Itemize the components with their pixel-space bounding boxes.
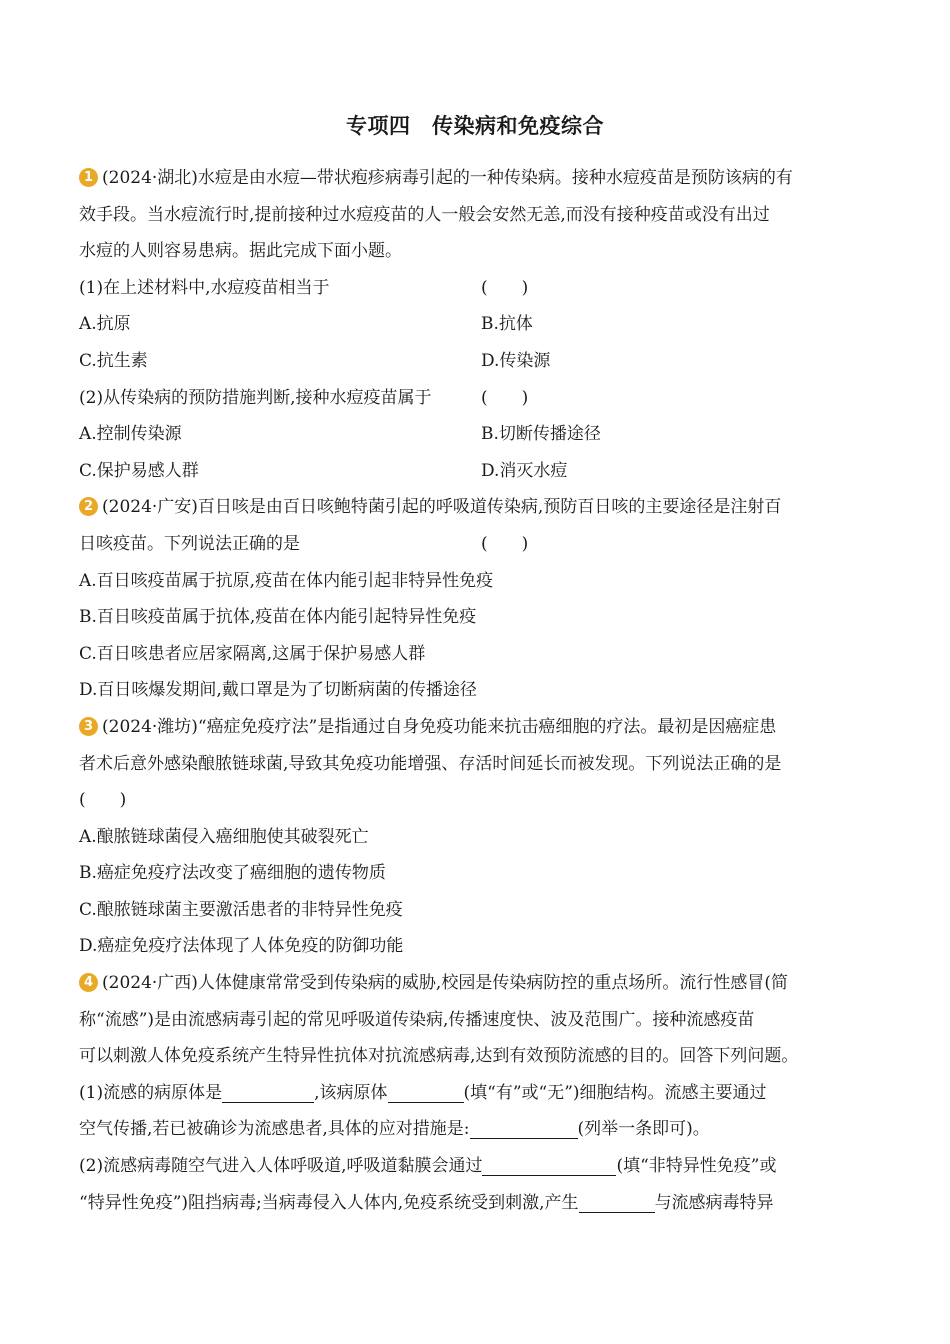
- q4-s1-text-c: (填“有”或“无”)细胞结构。流感主要通过: [463, 1082, 767, 1103]
- q1-stem-line-1: [79, 160, 879, 197]
- q4-stem-line-1: [79, 965, 879, 1002]
- q1-options-row-3: [79, 416, 879, 453]
- q4-s2-text-b: (填“非特异性免疫”或: [616, 1156, 777, 1177]
- q1-stem-line-2: 效手段。当水痘流行时,提前接种过水痘疫苗的人一般会安然无恙,而没有接种疫苗或没有出过: [79, 204, 770, 225]
- q4-stem-line-3: 可以刺激人体免疫系统产生特异性抗体对抗流感病毒,达到有效预防流感的目的。回答下列问题。: [79, 1046, 799, 1067]
- q1-options-row-1: [79, 306, 879, 343]
- answer-bracket: ( ): [481, 533, 529, 554]
- answer-blank[interactable]: [388, 1082, 464, 1103]
- q4-s2-text-a: (2)流感病毒随空气进入人体呼吸道,呼吸道黏膜会通过: [79, 1156, 483, 1177]
- q1-stem-line-3: 水痘的人则容易患病。据此完成下面小题。: [79, 241, 402, 262]
- q2-stem-text-1: (2024·广安)百日咳是由百日咳鲍特菌引起的呼吸道传染病,预防百日咳的主要途径是注射百: [102, 497, 782, 518]
- q2-stem-line-1: [79, 489, 879, 526]
- q3-stem-text-1: (2024·潍坊)“癌症免疫疗法”是指通过自身免疫功能来抗击癌细胞的疗法。最初是因癌症患: [102, 716, 777, 737]
- q4-s1-text-a: (1)流感的病原体是: [79, 1082, 223, 1103]
- q3-option-d: D.癌症免疫疗法体现了人体免疫的防御功能: [79, 936, 404, 957]
- q3-number-badge: 3: [79, 717, 98, 736]
- q2-number-badge: 2: [79, 497, 98, 516]
- answer-bracket: ( ): [481, 387, 529, 408]
- q1-sub1: [79, 270, 879, 307]
- q3-option-b: B.癌症免疫疗法改变了癌细胞的遗传物质: [79, 863, 386, 884]
- q1-number-badge: 1: [79, 168, 98, 187]
- q1-sub1-text: (1)在上述材料中,水痘疫苗相当于: [79, 277, 330, 298]
- q1-options-row-4: [79, 453, 879, 490]
- answer-bracket: ( ): [481, 277, 529, 298]
- q2-option-b: B.百日咳疫苗属于抗体,疫苗在体内能引起特异性免疫: [79, 607, 477, 628]
- option-d: D.传染源: [481, 350, 551, 371]
- q4-stem-line-2: 称“流感”)是由流感病毒引起的常见呼吸道传染病,传播速度快、波及范围广。接种流感疫苗: [79, 1009, 755, 1030]
- option-b: B.切断传播途径: [481, 424, 601, 445]
- q4-s1-text-b: ,该病原体: [314, 1082, 388, 1103]
- document-body: [79, 160, 879, 1221]
- q4-s1-text-d: 空气传播,若已被确诊为流感患者,具体的应对措施是:: [79, 1119, 470, 1140]
- option-c: C.保护易感人群: [79, 460, 199, 481]
- q4-s2-text-c: “特异性免疫”)阻挡病毒;当病毒侵入人体内,免疫系统受到刺激,产生: [79, 1192, 579, 1213]
- option-a: A.控制传染源: [79, 424, 182, 445]
- answer-blank[interactable]: [470, 1118, 578, 1139]
- answer-blank[interactable]: [482, 1155, 616, 1176]
- answer-bracket: ( ): [79, 790, 127, 811]
- q4-s1-text-e: (列举一条即可)。: [577, 1119, 710, 1140]
- q1-stem-text-1: (2024·湖北)水痘是由水痘—带状疱疹病毒引起的一种传染病。接种水痘疫苗是预防该病的有: [102, 168, 793, 188]
- option-b: B.抗体: [481, 314, 533, 335]
- option-a: A.抗原: [79, 314, 131, 335]
- option-c: C.抗生素: [79, 350, 148, 371]
- q3-stem-line-2: 者术后意外感染酿脓链球菌,导致其免疫功能增强、存活时间延长而被发现。下列说法正确的是: [79, 753, 782, 774]
- q3-stem-line-1: [79, 709, 879, 746]
- q4-s2-text-d: 与流感病毒特异: [654, 1192, 774, 1213]
- q1-sub2-text: (2)从传染病的预防措施判断,接种水痘疫苗属于: [79, 387, 432, 408]
- answer-blank[interactable]: [579, 1192, 655, 1213]
- q2-stem-text-2: 日咳疫苗。下列说法正确的是: [79, 533, 300, 554]
- q2-option-d: D.百日咳爆发期间,戴口罩是为了切断病菌的传播途径: [79, 680, 477, 701]
- q1-options-row-2: [79, 343, 879, 380]
- q2-option-c: C.百日咳患者应居家隔离,这属于保护易感人群: [79, 643, 426, 664]
- page-title: 专项四 传染病和免疫综合: [346, 114, 604, 138]
- q4-sub1-line-1: [79, 1075, 879, 1112]
- option-d: D.消灭水痘: [481, 460, 568, 481]
- answer-blank[interactable]: [222, 1082, 314, 1103]
- q1-sub2: [79, 380, 879, 417]
- q4-number-badge: 4: [79, 973, 98, 992]
- q3-option-c: C.酿脓链球菌主要激活患者的非特异性免疫: [79, 899, 403, 920]
- q2-option-a: A.百日咳疫苗属于抗原,疫苗在体内能引起非特异性免疫: [79, 570, 494, 591]
- q4-sub2-line-2: [79, 1185, 879, 1222]
- q4-sub2-line-1: [79, 1148, 879, 1185]
- q4-stem-text-1: (2024·广西)人体健康常常受到传染病的威胁,校园是传染病防控的重点场所。流行性感冒(简: [102, 973, 788, 994]
- q3-option-a: A.酿脓链球菌侵入癌细胞使其破裂死亡: [79, 826, 369, 847]
- q2-stem-line-2: [79, 526, 879, 563]
- q4-sub1-line-2: [79, 1111, 879, 1148]
